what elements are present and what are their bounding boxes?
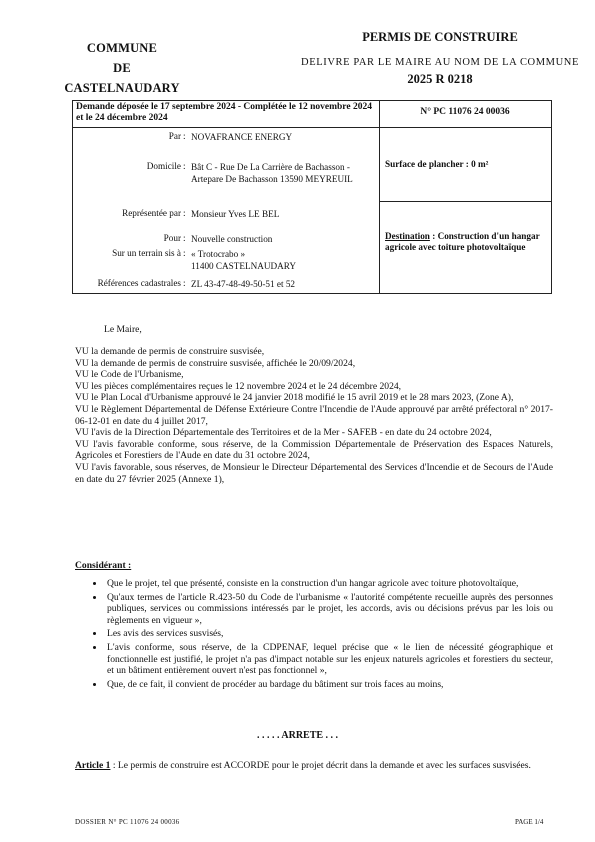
article-1	[75, 760, 553, 772]
vu-item: VU les pièces complémentaires reçues le 12 novembre 2024 et le 24 décembre 2024,	[75, 380, 402, 392]
pc-number: N° PC 11076 24 00036	[420, 107, 510, 117]
considerant-item: • Que, de ce fait, il convient de procéder au bardage du bâtiment sur trois faces au moins,	[105, 679, 553, 691]
terrain-label: Sur un terrain sis à	[112, 248, 181, 258]
date-depot: Demande déposée le 17 septembre 2024 - Complétée le 12 novembre 2024 et le 24 décembre 2024	[76, 102, 372, 123]
footer-page: PAGE 1/4	[515, 818, 544, 826]
arrete-number: 2025 R 0218	[407, 72, 473, 86]
represente-value: Monsieur Yves LE BEL	[191, 209, 280, 219]
vu-item: VU le Règlement Départemental de Défense Extérieure Contre l'Incendie de l'Aude approuvé par arrêté préfectoral n° 2017-06-12-01 en date du 4 juillet 2017,	[75, 403, 553, 427]
represente-label: Représentée par	[122, 208, 181, 218]
vu-item: VU le Code de l'Urbanisme,	[75, 369, 184, 381]
vu-item: VU la demande de permis de construire susvisée, affichée le 20/09/2024,	[75, 357, 356, 369]
domicile-label: Domicile	[146, 161, 181, 171]
surface-plancher: Surface de plancher : 0 m²	[385, 159, 489, 169]
commune-line: COMMUNE	[86, 41, 158, 55]
commune-line: CASTELNAUDARY	[64, 81, 180, 95]
permis-header	[290, 30, 590, 87]
par-label: Par	[168, 131, 181, 141]
domicile-value: Bât C - Rue De La Carrière de Bachasson - Artepare De Bachasson 13590 MEYREUIL	[191, 162, 353, 184]
destination-value: : Construction d'un hangar agricole avec toiture photovoltaïque	[385, 231, 540, 252]
vu-item: VU le Plan Local d'Urbanisme approuvé le 24 janvier 2018 modifié le 15 avril 2019 et le 28 mars 2023, (Zone A),	[75, 392, 514, 404]
footer-dossier: DOSSIER N° PC 11076 24 00036	[75, 818, 180, 826]
delivre-line: DELIVRE PAR LE MAIRE AU NOM DE LA COMMUNE	[301, 57, 579, 68]
considerant-item: • Que le projet, tel que présenté, consiste en la construction d'un hangar agricole avec toiture photovoltaïque,	[105, 578, 553, 590]
arrete-heading: . . . . . ARRETE . . .	[256, 730, 339, 741]
pour-value: Nouvelle construction	[191, 234, 273, 244]
cadastre-value: ZL 43-47-48-49-50-51 et 52	[191, 279, 296, 289]
considerant-title: Considérant :	[75, 560, 132, 571]
commune-header	[62, 38, 182, 98]
article-1-text: : Le permis de construire est ACCORDE pour le projet décrit dans la demande et avec les surfaces susvisées.	[110, 760, 531, 771]
le-maire: Le Maire,	[104, 324, 142, 335]
vu-item: VU l'avis de la Direction Départementale des Territoires et de la Mer - SAFEB - en date du 24 octobre 2024,	[75, 427, 492, 439]
terrain-value	[191, 248, 377, 272]
info-box: Demande déposée le 17 septembre 2024 - Complétée le 12 novembre 2024 et le 24 décembre 2024 N° PC 11076 24 00036 Par : NOVAFRANCE ENERGY Domicile : Bât C - Rue De La Carrière de Bachasson - Artepare De Bachasson 13590 MEYREUIL Représentée par : Monsieur Yves LE BEL Pour : Nouvelle construction Sur un terrain sis à : « Trotocrabo » 11400 CASTELNAUDARY Références cadastrales : ZL 43-47-48-49-50-51 et 52 Surface de plancher : 0 m² Destination : Construction d'un hangar agricole avec toiture photovoltaïque	[72, 100, 552, 294]
par-value: NOVAFRANCE ENERGY	[191, 132, 293, 142]
cadastre-label: Références cadastrales	[97, 278, 181, 288]
considerant-item: • Qu'aux termes de l'article R.423-50 du Code de l'urbanisme « l'autorité compétente recueille auprès des personnes publiques, services ou commissions intéressés par le projet, les accords, avis ou décisions prévus par les lois ou règlements en vigueur »,	[105, 592, 553, 627]
considerant-list	[75, 578, 553, 692]
considerant-item: • Les avis des services susvisés,	[105, 628, 553, 640]
terrain-lieu: « Trotocrabo »	[191, 249, 246, 259]
commune-line: DE	[113, 61, 131, 75]
pour-label: Pour	[163, 233, 181, 243]
vu-item: VU la demande de permis de construire susvisée,	[75, 346, 265, 357]
permis-title: PERMIS DE CONSTRUIRE	[362, 30, 518, 44]
vu-list	[75, 346, 553, 485]
article-1-label: Article 1	[75, 760, 111, 771]
destination	[385, 231, 545, 253]
destination-label: Destination	[385, 231, 430, 241]
terrain-ville: 11400 CASTELNAUDARY	[191, 261, 297, 271]
vu-item: VU l'avis favorable, sous réserves, de Monsieur le Directeur Départemental des Services d'Incendie et de Secours de l'Aude en date du 27 février 2025 (Annexe 1),	[75, 461, 553, 485]
considerant-item: • L'avis conforme, sous réserve, de la CDPENAF, lequel précise que « le lien de nécessité géographique et fonctionnelle est justifié, le projet n'a pas d'impact notable sur les enjeux naturels agricoles et forestiers du secteur, et un bâtiment entièrement ouvert n'est pas fonctionnel »,	[105, 642, 553, 677]
vu-item: VU l'avis favorable conforme, sous réserve, de la Commission Départementale de Préservation des Espaces Naturels, Agricoles et Forestiers de l'Aude en date du 31 octobre 2024,	[75, 438, 553, 462]
